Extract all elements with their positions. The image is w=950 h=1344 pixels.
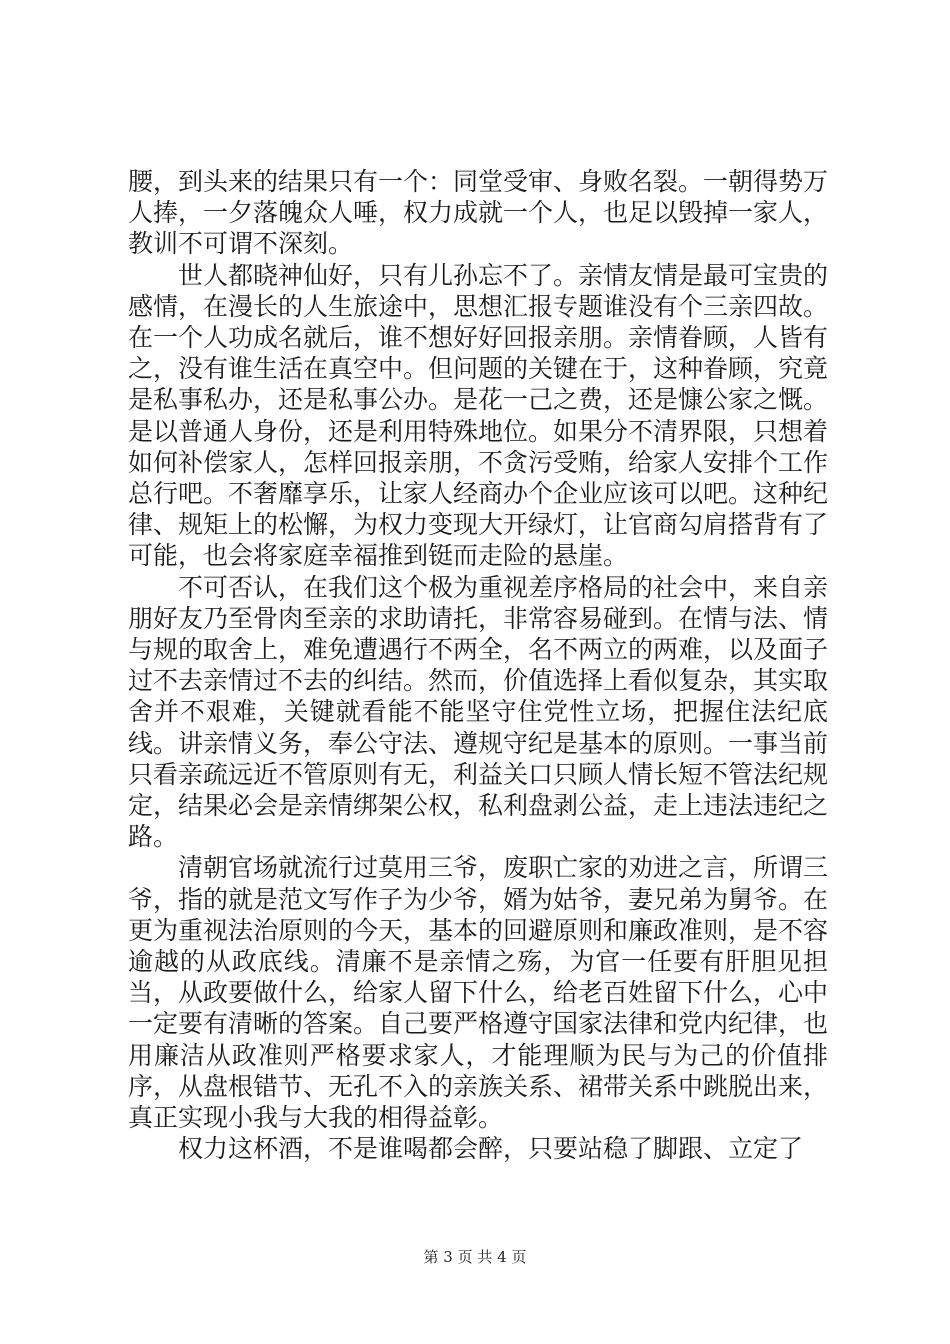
paragraph: 清朝官场就流行过莫用三爷，废职亡家的劝进之言，所谓三爷，指的就是范文写作子为少爷，婿为姑爷，妻兄弟为舅爷。在更为重视法治原则的今天，基本的回避原则和廉政准则，是不容逾越的从政底线。清廉不是亲情之殇，为官一任要有肝胆见担当，从政要做什么，给家人留下什么，给老百姓留下什么，心中一定要有清晰的答案。自己要严格遵守国家法律和党内纪律，也用廉洁从政准则严格要求家人，才能理顺为民与为己的价值排序，从盘根错节、无孔不入的亲族关系、裙带关系中跳脱出来，真正实现小我与大我的相得益彰。 [128, 853, 829, 1133]
paragraph: 权力这杯酒，不是谁喝都会醉，只要站稳了脚跟、立定了 [178, 1134, 804, 1164]
page-number-footer: 第 3 页 共 4 页 [423, 1248, 527, 1266]
paragraph: 世人都晓神仙好，只有儿孙忘不了。亲情友情是最可宝贵的感情，在漫长的人生旅途中，思想汇报专题谁没有个三亲四故。在一个人功成名就后，谁不想好好回报亲朋。亲情眷顾，人皆有之，没有谁生活在真空中。但问题的关键在于，这种眷顾，究竟是私事私办，还是私事公办。是花一己之费，还是慷公家之慨。是以普通人身份，还是利用特殊地位。如果分不清界限，只想着如何补偿家人，怎样回报亲朋，不贪污受贿，给家人安排个工作总行吧。不奢靡享乐，让家人经商办个企业应该可以吧。这种纪律、规矩上的松懈，为权力变现大开绿灯，让官商勾肩搭背有了可能，也会将家庭幸福推到铤而走险的悬崖。 [128, 260, 829, 571]
paragraph: 不可否认，在我们这个极为重视差序格局的社会中，来自亲朋好友乃至骨肉至亲的求助请托，非常容易碰到。在情与法、情与规的取舍上，难免遭遇行不两全，名不两立的两难，以及面子过不去亲情过不去的纠结。然而，价值选择上看似复杂，其实取舍并不艰难，关键就看能不能坚守住党性立场，把握住法纪底线。讲亲情义务，奉公守法、遵规守纪是基本的原则。一事当前只看亲疏远近不管原则有无，利益关口只顾人情长短不管法纪规定，结果必会是亲情绑架公权，私利盘剥公益，走上违法违纪之路。 [128, 572, 829, 852]
document-body [128, 166, 828, 1165]
paragraph-continuation: 腰，到头来的结果只有一个：同堂受审、身败名裂。一朝得势万人捧，一夕落魄众人唾，权力成就一个人，也足以毁掉一家人，教训不可谓不深刻。 [128, 167, 829, 259]
